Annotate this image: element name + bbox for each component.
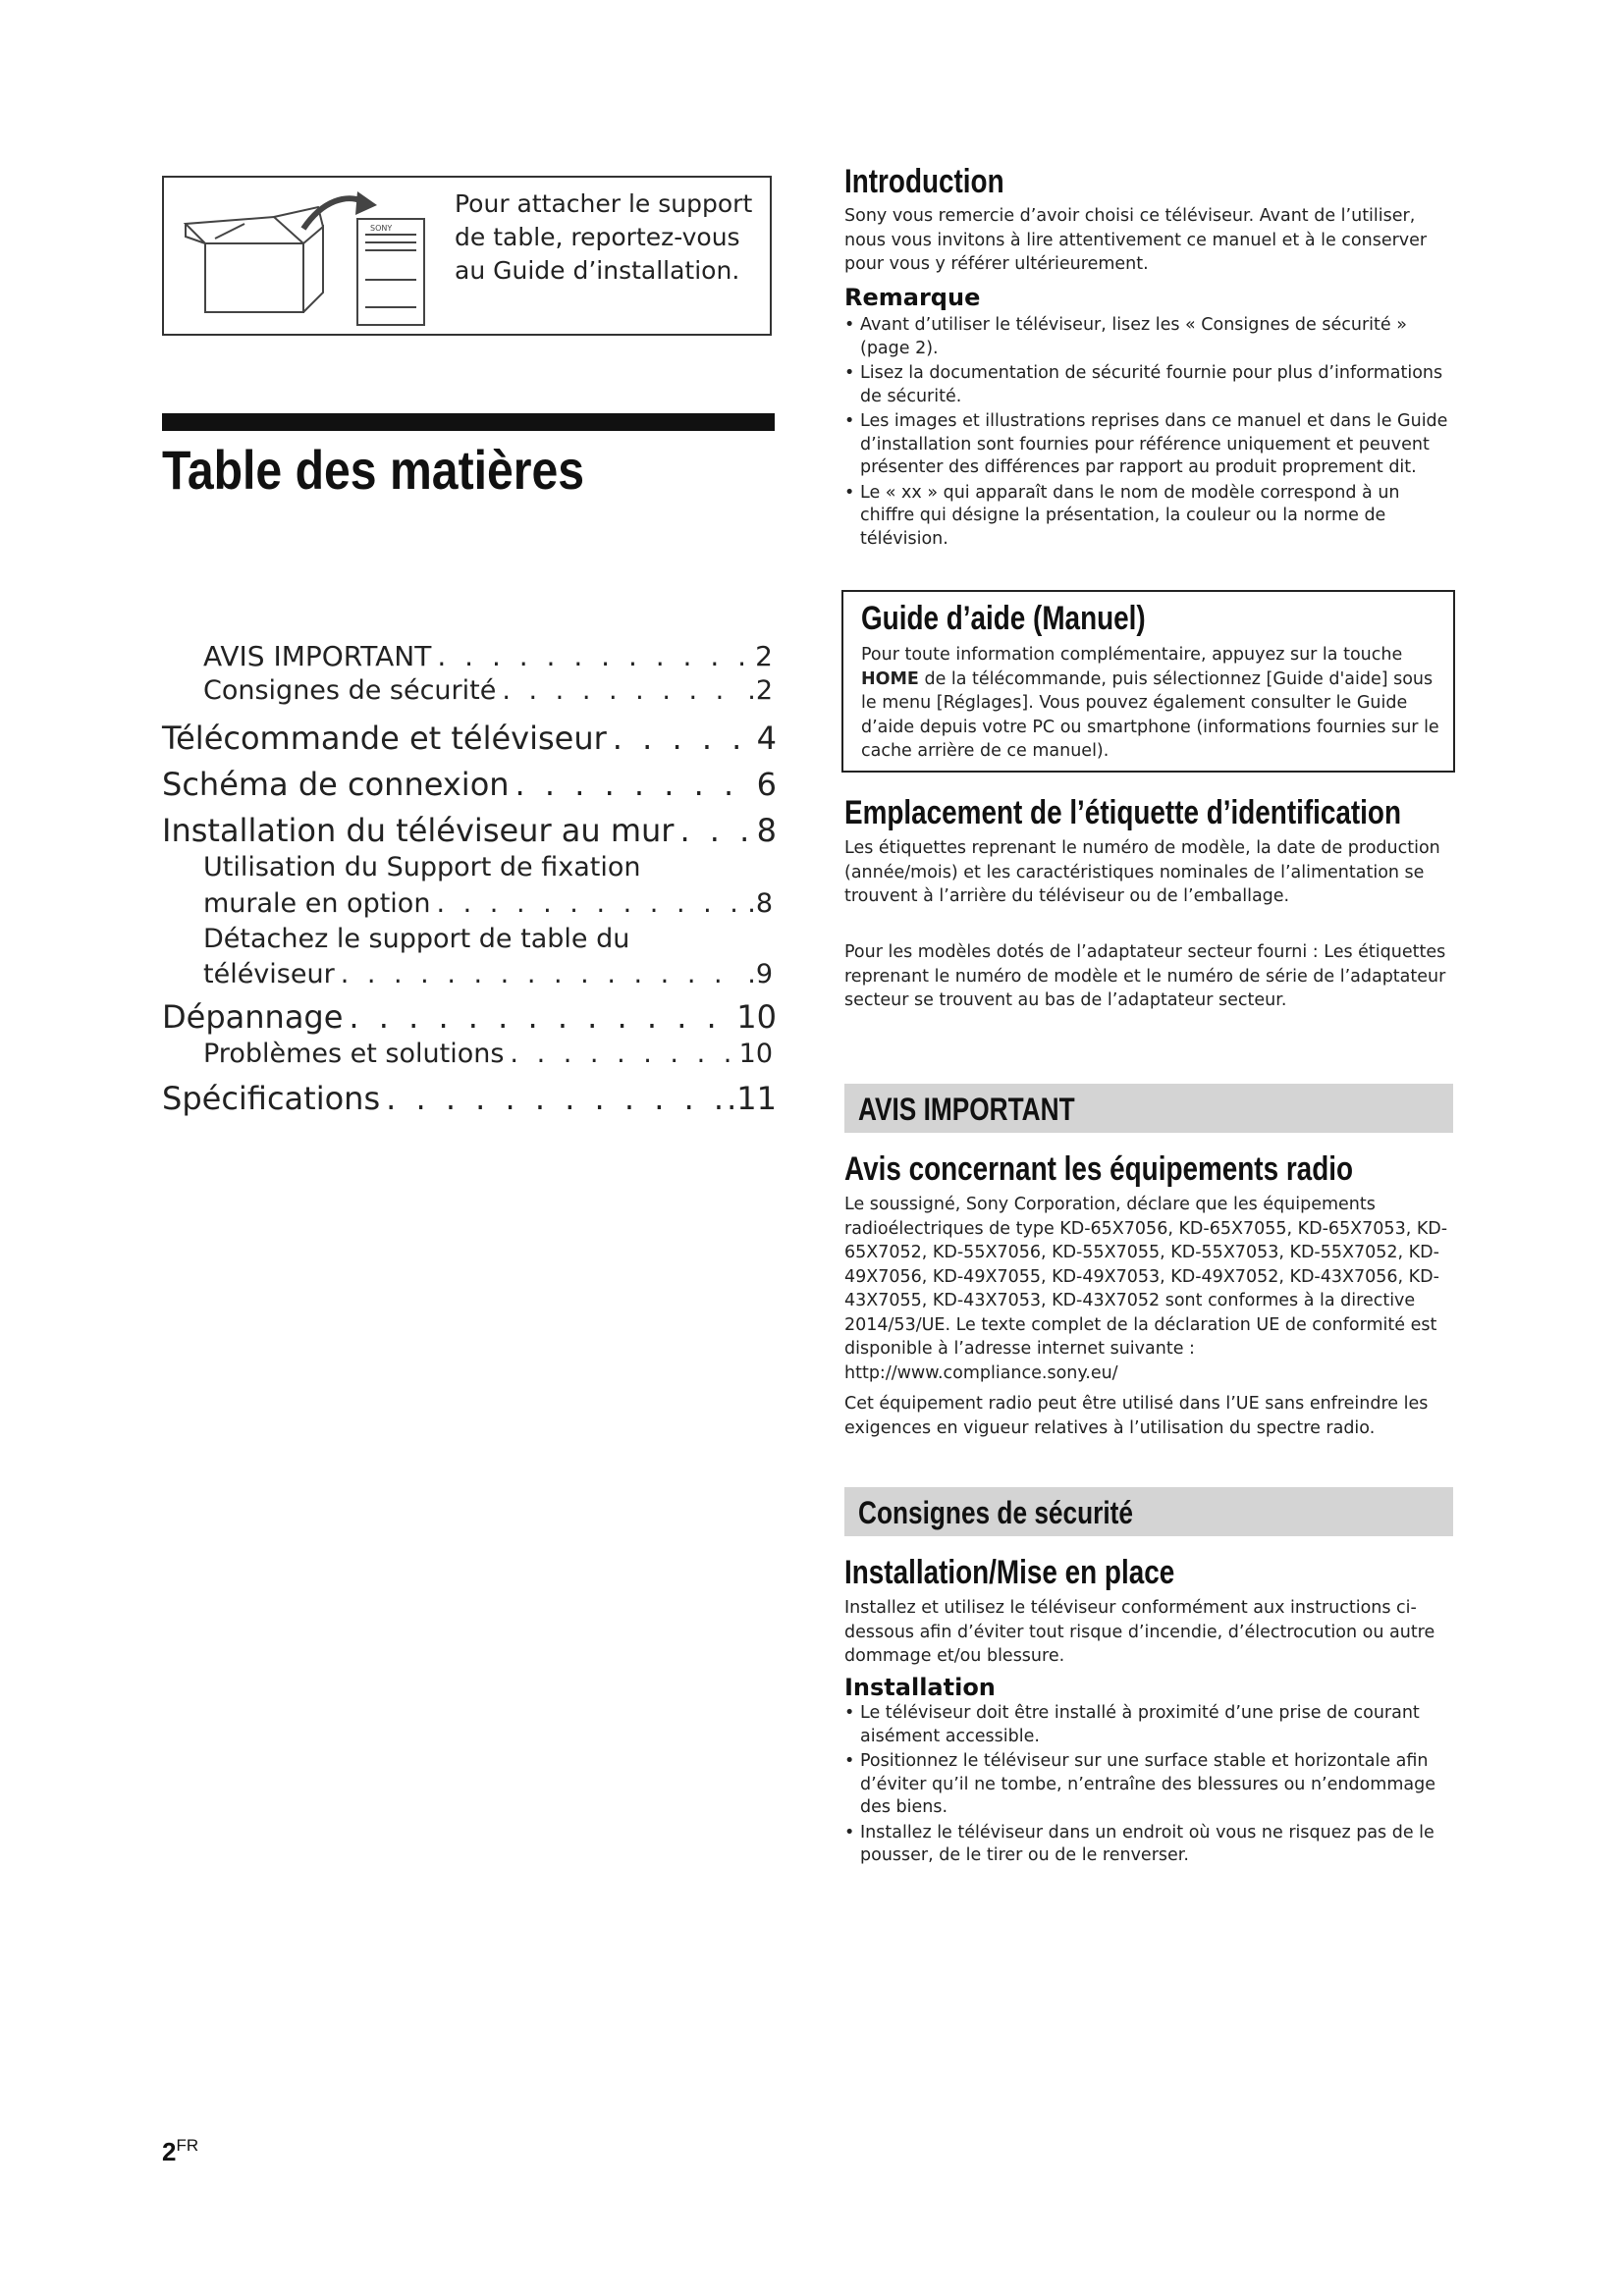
- toc-heading-rule: [162, 413, 775, 431]
- radio-heading: Avis concernant les équipements radio: [844, 1150, 1354, 1188]
- list-item: • Avant d’utiliser le téléviseur, lisez les « Consignes de sécurité » (page 2).: [844, 314, 1459, 360]
- etiquette-heading: Emplacement de l’étiquette d’identification: [844, 794, 1401, 831]
- tv-box-unpacking-icon: [176, 189, 451, 327]
- installation-heading: Installation/Mise en place: [844, 1554, 1175, 1591]
- list-item: • Positionnez le téléviseur sur une surface stable et horizontale afin d’éviter qu’il ne tombe, n’entraîne des blessures ou n’endommage des biens.: [844, 1750, 1459, 1820]
- toc-entry-telecommande[interactable]: Télécommande et téléviseur . . . 4: [162, 720, 777, 757]
- introduction-heading: Introduction: [844, 163, 1004, 200]
- svg-text:SONY: SONY: [370, 224, 393, 233]
- toc-entry-schema[interactable]: Schéma de connexion . . . 6: [162, 766, 777, 803]
- attach-note-text: Pour attacher le support de table, reportez-vous au Guide d’installation.: [455, 189, 753, 285]
- toc-entry-installation[interactable]: Installation du téléviseur au mur . . . 8: [162, 812, 777, 849]
- remarque-heading: Remarque: [844, 284, 981, 311]
- toc-entry-avis[interactable]: AVIS IMPORTANT . . . 2: [203, 640, 773, 672]
- list-item: • Installez le téléviseur dans un endroit où vous ne risquez pas de le pousser, de le tirer ou de le renverser.: [844, 1822, 1459, 1868]
- toc-entry-depannage[interactable]: Dépannage . . . 10: [162, 998, 777, 1036]
- installation-subheading: Installation: [844, 1674, 996, 1701]
- help-guide-box: [841, 590, 1455, 773]
- installation-list: [844, 1702, 1459, 1870]
- consignes-band: Consignes de sécurité: [844, 1487, 1453, 1536]
- help-guide-heading: Guide d’aide (Manuel): [861, 600, 1146, 637]
- page-number: $2^{FR}$: [162, 2136, 199, 2166]
- help-guide-text: Pour toute information complémentaire, appuyez sur la touche HOME de la télécommande, puis sélectionnez [Guide d'aide] sous le menu [Réglages]. Vous pouvez également consulter le Guide d’aide depuis votre PC ou smartphone (informations fournies sur le cache arrière de ce manuel).: [861, 645, 1439, 761]
- list-item: • Le téléviseur doit être installé à proximité d’une prise de courant aisément accessible.: [844, 1702, 1459, 1748]
- introduction-text: Sony vous remercie d’avoir choisi ce téléviseur. Avant de l’utiliser, nous vous invitons à lire attentivement ce manuel et à le conserver pour vous y référer ultérieurement.: [844, 206, 1428, 274]
- installation-text: Installez et utilisez le téléviseur conformément aux instructions ci-dessous afin d’éviter tout risque d’incendie, d’électrocution ou autre dommage et/ou blessure.: [844, 1598, 1435, 1666]
- etiquette-text-1: Les étiquettes reprenant le numéro de modèle, la date de production (année/mois) et les caractéristiques nominales de l’alimentation se trouvent à l’arrière du téléviseur ou de l’emballage.: [844, 838, 1440, 906]
- toc-entry-consignes[interactable]: Consignes de sécurité . . . .2: [203, 675, 773, 706]
- toc-entry-problemes[interactable]: Problèmes et solutions . . . 10: [203, 1039, 773, 1069]
- toc-entry-detachez-line1[interactable]: Détachez le support de table du: [203, 924, 630, 954]
- list-item: • Les images et illustrations reprises dans ce manuel et dans le Guide d’installation sont fournies pour référence uniquement et peuvent présenter des différences par rapport au produit proprement dit.: [844, 410, 1459, 480]
- toc-entry-support[interactable]: murale en option . . . .8: [203, 888, 773, 919]
- list-item: • Lisez la documentation de sécurité fournie pour plus d’informations de sécurité.: [844, 362, 1459, 408]
- radio-text-2: Cet équipement radio peut être utilisé dans l’UE sans enfreindre les exigences en vigueur relatives à l’utilisation du spectre radio.: [844, 1394, 1429, 1438]
- radio-text-1: Le soussigné, Sony Corporation, déclare que les équipements radioélectriques de type KD-65X7056, KD-65X7055, KD-65X7053, KD-65X7052, KD-55X7056, KD-55X7055, KD-55X7053, KD-55X7052, KD-49X7056, KD-49X7055, KD-49X7053, KD-49X7052, KD-43X7056, KD-43X7055, KD-43X7053, KD-43X7052 sont conformes à la directive 2014/53/UE. Le texte complet de la déclaration UE de conformité est disponible à l’adresse internet suivante : http://www.compliance.sony.eu/: [844, 1195, 1448, 1383]
- attach-note-box: [162, 176, 772, 336]
- etiquette-text-2: Pour les modèles dotés de l’adaptateur secteur fourni : Les étiquettes reprenant le numéro de modèle et le numéro de série de l’adaptateur secteur se trouvent au bas de l’adaptateur secteur.: [844, 942, 1446, 1010]
- avis-important-band: AVIS IMPORTANT: [844, 1084, 1453, 1133]
- list-item: • Le « xx » qui apparaît dans le nom de modèle correspond à un chiffre qui désigne la présentation, la couleur ou la norme de télévision.: [844, 482, 1459, 552]
- remarque-list: [844, 314, 1459, 553]
- toc-title: Table des matières: [162, 439, 585, 501]
- toc-entry-specifications[interactable]: Spécifications . . . .11: [162, 1080, 777, 1117]
- toc-entry-detachez[interactable]: téléviseur . . . .9: [203, 959, 773, 989]
- toc-entry-support-line1[interactable]: Utilisation du Support de fixation: [203, 852, 641, 882]
